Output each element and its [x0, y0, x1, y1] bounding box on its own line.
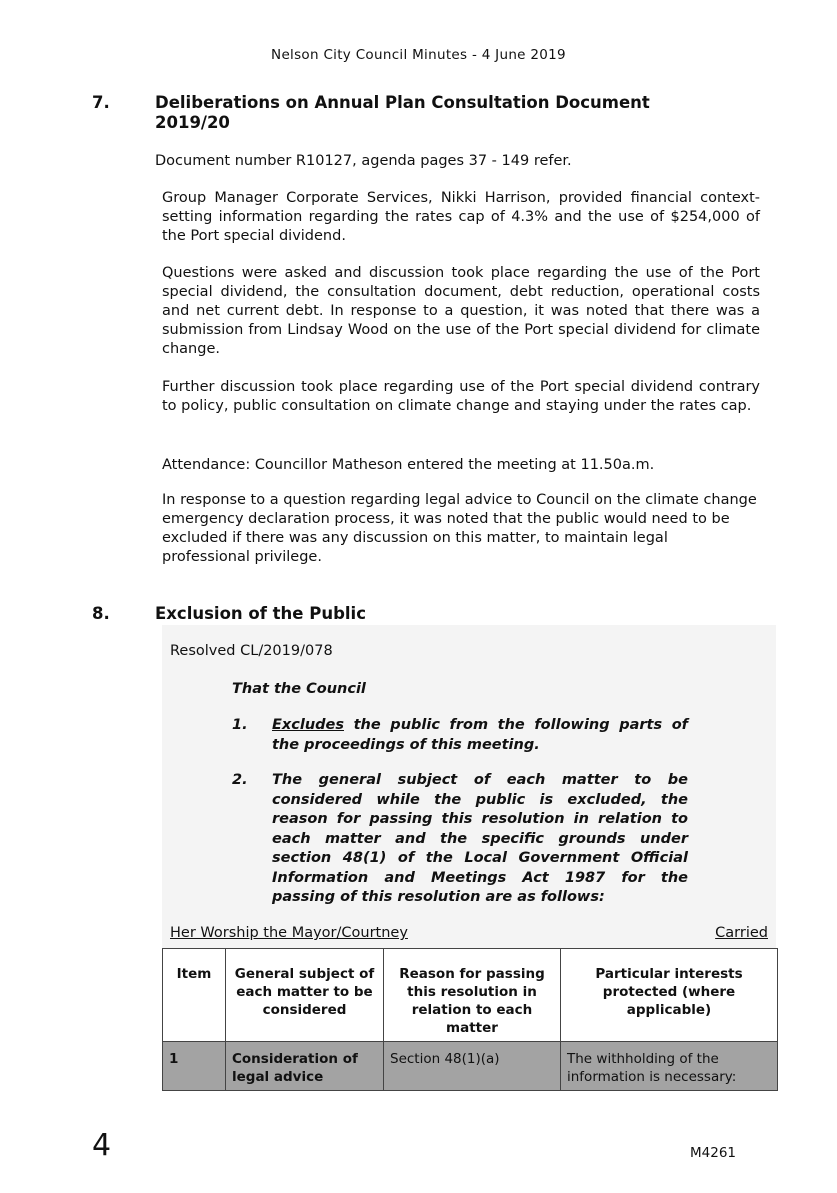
that-the-council: That the Council — [232, 681, 366, 697]
section-7-number: 7. — [92, 93, 110, 112]
table-header-item: Item — [163, 949, 226, 1042]
table-cell-item: 1 — [163, 1042, 226, 1091]
exclusion-table — [162, 948, 778, 1091]
mover-seconder: Her Worship the Mayor/Courtney — [170, 925, 408, 941]
resolution-number: Resolved CL/2019/078 — [170, 643, 333, 659]
paragraph-2: Questions were asked and discussion took place regarding the use of the Port special dividend, the consultation document, debt reduction, operational costs and net current debt. In response to a question, it was noted that there was a submission from Lindsay Wood on the use of the Port special dividend for climate change. — [162, 265, 760, 357]
resolution-item-1-number: 1. — [232, 717, 248, 733]
table-cell-reason: Section 48(1)(a) — [384, 1042, 561, 1091]
table-header-subject: General subject of each matter to be considered — [226, 949, 384, 1042]
paragraph-3: Further discussion took place regarding use of the Port special dividend contrary to policy, public consultation on climate change and staying under the rates cap. — [162, 379, 760, 414]
table-header-row — [163, 949, 778, 1042]
resolution-item-1 — [232, 716, 688, 755]
paragraph-5: In response to a question regarding legal advice to Council on the climate change emergency declaration process, it was noted that the public would need to be excluded if there was any discussion on this matter, to maintain legal professional privilege. — [162, 492, 757, 565]
paragraph-1: Group Manager Corporate Services, Nikki Harrison, provided financial context-setting information regarding the rates cap of 4.3% and the use of $254,000 of the Port special dividend. — [162, 190, 760, 244]
table-header-reason: Reason for passing this resolution in relation to each matter — [384, 949, 561, 1042]
attendance-note: Attendance: Councillor Matheson entered the meeting at 11.50a.m. — [162, 457, 655, 473]
section-8-number: 8. — [92, 604, 110, 623]
table-cell-interests: The withholding of the information is necessary: — [561, 1042, 778, 1091]
carried-label: Carried — [715, 925, 768, 941]
table-cell-subject: Consideration of legal advice — [226, 1042, 384, 1091]
resolution-item-2-text: The general subject of each matter to be considered while the public is excluded, the reason for passing this resolution in relation to each matter and the specific grounds under section 48(1) of the Local Government Official Information and Meetings Act 1987 for the passing of this resolution are as follows: — [272, 772, 688, 905]
resolution-item-2 — [232, 771, 688, 908]
section-7-title — [155, 93, 715, 133]
resolution-item-2-number: 2. — [232, 772, 248, 788]
section-8-title: Exclusion of the Public — [155, 604, 366, 623]
resolution-item-1-underlined: Excludes — [272, 717, 344, 733]
page-header: Nelson City Council Minutes - 4 June 2019 — [271, 47, 566, 63]
resolution-item-1-text: the public from the following parts of the proceedings of this meeting. — [272, 717, 688, 753]
page-number: 4 — [92, 1128, 112, 1163]
table-header-interests: Particular interests protected (where applicable) — [561, 949, 778, 1042]
document-code: M4261 — [690, 1145, 737, 1161]
table-row — [163, 1042, 778, 1091]
section-7-title-line1: Deliberations on Annual Plan Consultation Document — [155, 93, 650, 112]
section-7-title-line2: 2019/20 — [155, 113, 230, 132]
document-reference: Document number R10127, agenda pages 37 - 149 refer. — [155, 153, 572, 169]
